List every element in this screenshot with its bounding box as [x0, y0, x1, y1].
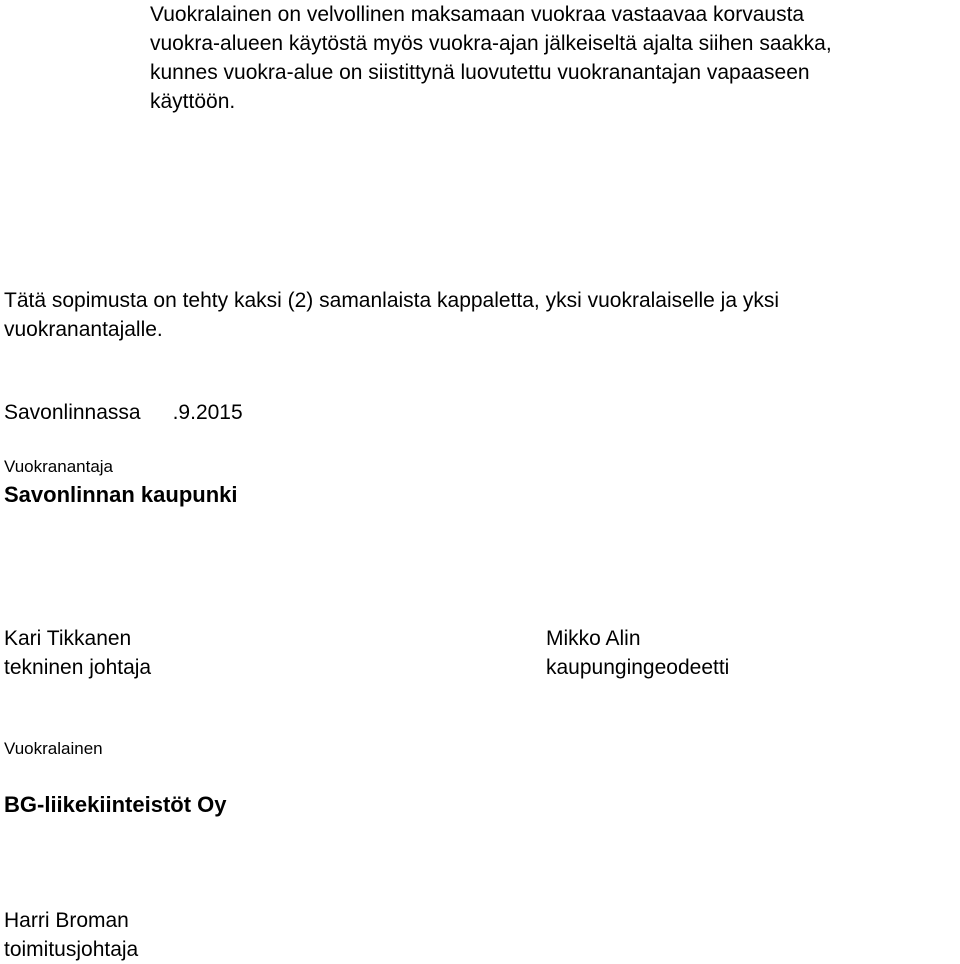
copies-line: Tätä sopimusta on tehty kaksi (2) samanlaista kappaletta, yksi vuokralaiselle ja yksi	[4, 289, 780, 312]
clause-line: vuokra-alueen käytöstä myös vuokra-ajan jälkeiseltä ajalta siihen saakka,	[150, 32, 832, 55]
signatory-title: toimitusjohtaja	[4, 938, 139, 961]
lessor-role-label: Vuokranantaja	[4, 457, 114, 476]
copies-line: vuokranantajalle.	[4, 318, 163, 341]
clause-line: käyttöön.	[150, 90, 236, 113]
compensation-clause	[150, 0, 832, 116]
lessor-signatory-1	[4, 624, 151, 682]
clause-line: Vuokralainen on velvollinen maksamaan vuokraa vastaavaa korvausta	[150, 3, 805, 26]
lessee-signatory	[4, 906, 138, 964]
clause-line: kunnes vuokra-alue on siistittynä luovutettu vuokranantajan vapaaseen	[150, 61, 810, 84]
signatory-title: kaupungingeodeetti	[546, 656, 730, 679]
signatory-title: tekninen johtaja	[4, 656, 152, 679]
place-and-date	[4, 398, 243, 427]
lessee-role-label: Vuokralainen	[4, 739, 103, 758]
signatory-name: Harri Broman	[4, 909, 129, 932]
lessor-signatory-2	[546, 624, 729, 682]
signatory-name: Kari Tikkanen	[4, 627, 132, 650]
signatory-name: Mikko Alin	[546, 627, 641, 650]
signing-place: Savonlinnassa	[4, 401, 141, 424]
lessee-organization: BG-liikekiinteistöt Oy	[4, 792, 227, 817]
lessor-organization: Savonlinnan kaupunki	[4, 482, 238, 507]
signing-date: .9.2015	[172, 401, 243, 424]
copies-paragraph	[4, 286, 779, 344]
